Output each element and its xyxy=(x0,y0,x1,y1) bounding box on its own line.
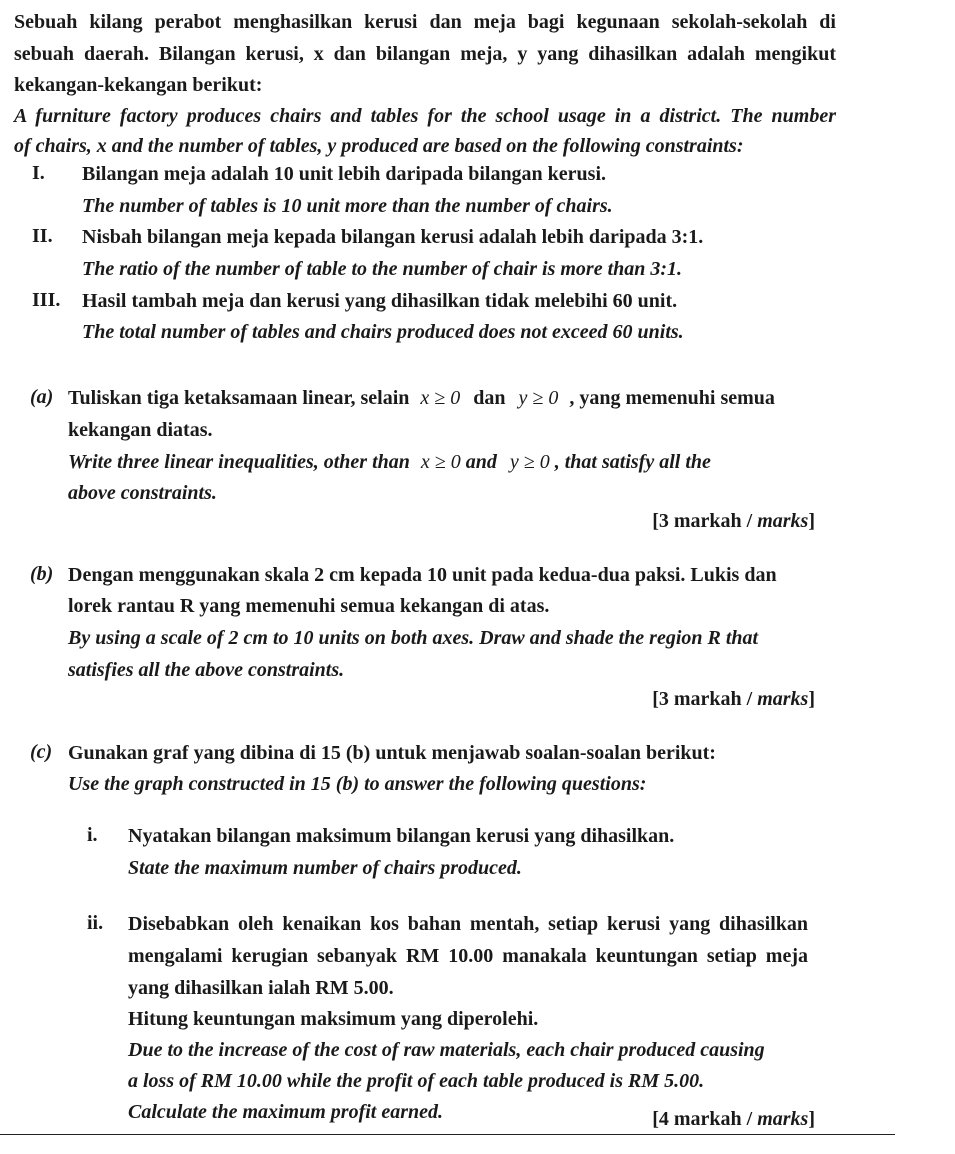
part-b-marks-en: marks xyxy=(757,688,809,710)
part-a-en-pre: Write three linear inequalities, other than xyxy=(68,451,410,473)
constraint-2-number: II. xyxy=(32,225,53,247)
part-b-marks-close: ] xyxy=(808,688,815,710)
part-b-ms-line-1: Dengan menggunakan skala 2 cm kepada 10 unit pada kedua-dua paksi. Lukis dan xyxy=(68,564,777,586)
part-c-label: (c) xyxy=(30,741,53,763)
part-a-marks xyxy=(652,510,815,533)
intro-ms-line-2: sebuah daerah. Bilangan kerusi, x dan bilangan meja, y yang dihasilkan adalah mengikut xyxy=(14,43,836,65)
ineq-x-nonneg: x ≥ 0 xyxy=(420,387,461,409)
part-c-marks-en: marks xyxy=(757,1108,809,1130)
part-c-i-ms: Nyatakan bilangan maksimum bilangan kerusi yang dihasilkan. xyxy=(128,825,675,847)
part-c-ii-ms-line-4: Hitung keuntungan maksimum yang diperolehi. xyxy=(128,1008,539,1030)
ineq-x-nonneg-en: x ≥ 0 xyxy=(420,451,461,473)
part-a-en-line-2: above constraints. xyxy=(68,482,217,504)
part-a-ms-post: , yang memenuhi semua xyxy=(569,387,775,409)
part-c-marks-close: ] xyxy=(808,1108,815,1130)
part-a-marks-ms: [3 markah / xyxy=(652,510,758,532)
constraint-3-number: III. xyxy=(32,289,61,311)
part-b-ms-line-2: lorek rantau R yang memenuhi semua kekangan di atas. xyxy=(68,595,550,617)
part-a-ms-line-2: kekangan diatas. xyxy=(68,419,213,441)
part-c-ii-ms-line-1: Disebabkan oleh kenaikan kos bahan mentah, setiap kerusi yang dihasilkan xyxy=(128,913,808,935)
part-b-marks-ms: [3 markah / xyxy=(652,688,758,710)
constraint-3-ms: Hasil tambah meja dan kerusi yang dihasilkan tidak melebihi 60 unit. xyxy=(82,290,678,312)
bottom-rule xyxy=(0,1134,895,1135)
constraint-2-en: The ratio of the number of table to the number of chair is more than 3:1. xyxy=(82,258,683,280)
part-c-ms: Gunakan graf yang dibina di 15 (b) untuk menjawab soalan-soalan berikut: xyxy=(68,742,716,764)
constraint-1-ms: Bilangan meja adalah 10 unit lebih daripada bilangan kerusi. xyxy=(82,163,607,185)
part-c-i-en: State the maximum number of chairs produced. xyxy=(128,857,522,879)
part-a-ms-line-1 xyxy=(68,386,775,410)
part-a-marks-close: ] xyxy=(808,510,815,532)
part-a-marks-en: marks xyxy=(757,510,809,532)
part-a-conj-en: and xyxy=(465,451,497,473)
constraint-2-ms: Nisbah bilangan meja kepada bilangan kerusi adalah lebih daripada 3:1. xyxy=(82,226,704,248)
part-a-conj-ms: dan xyxy=(473,387,506,409)
part-c-ii-ms-line-3: yang dihasilkan ialah RM 5.00. xyxy=(128,977,394,999)
intro-ms-line-3: kekangan-kekangan berikut: xyxy=(14,74,263,96)
intro-ms-line-1: Sebuah kilang perabot menghasilkan kerusi dan meja bagi kegunaan sekolah-sekolah di xyxy=(14,11,836,33)
part-c-marks xyxy=(652,1108,815,1131)
part-c-ii-en-line-3: Calculate the maximum profit earned. xyxy=(128,1101,444,1123)
part-c-ii-ms-line-2: mengalami kerugian sebanyak RM 10.00 manakala keuntungan setiap meja xyxy=(128,945,808,967)
constraint-3-en: The total number of tables and chairs produced does not exceed 60 units. xyxy=(82,321,684,343)
constraint-1-number: I. xyxy=(32,162,45,184)
part-c-ii-en-line-2: a loss of RM 10.00 while the profit of each table produced is RM 5.00. xyxy=(128,1070,705,1092)
ineq-y-nonneg: y ≥ 0 xyxy=(518,387,559,409)
part-a-label: (a) xyxy=(30,386,54,408)
part-b-label: (b) xyxy=(30,563,54,585)
part-a-en-post: , that satisfy all the xyxy=(554,451,711,473)
intro-en-line-1: A furniture factory produces chairs and tables for the school usage in a district. The number xyxy=(14,105,836,127)
part-a-ms-pre: Tuliskan tiga ketaksamaan linear, selain xyxy=(68,387,410,409)
intro-en-line-2: of chairs, x and the number of tables, y produced are based on the following constraints: xyxy=(14,135,744,157)
part-c-en: Use the graph constructed in 15 (b) to answer the following questions: xyxy=(68,773,647,795)
part-b-en-line-1: By using a scale of 2 cm to 10 units on both axes. Draw and shade the region R that xyxy=(68,627,759,649)
part-b-marks xyxy=(652,688,815,711)
part-c-marks-ms: [4 markah / xyxy=(652,1108,758,1130)
ineq-y-nonneg-en: y ≥ 0 xyxy=(509,451,550,473)
part-c-ii-en-line-1: Due to the increase of the cost of raw materials, each chair produced causing xyxy=(128,1039,765,1061)
part-c-ii-number: ii. xyxy=(87,912,104,934)
constraint-1-en: The number of tables is 10 unit more than the number of chairs. xyxy=(82,195,613,217)
part-c-i-number: i. xyxy=(87,824,98,846)
part-b-en-line-2: satisfies all the above constraints. xyxy=(68,659,345,681)
part-a-en-line-1 xyxy=(68,450,711,474)
